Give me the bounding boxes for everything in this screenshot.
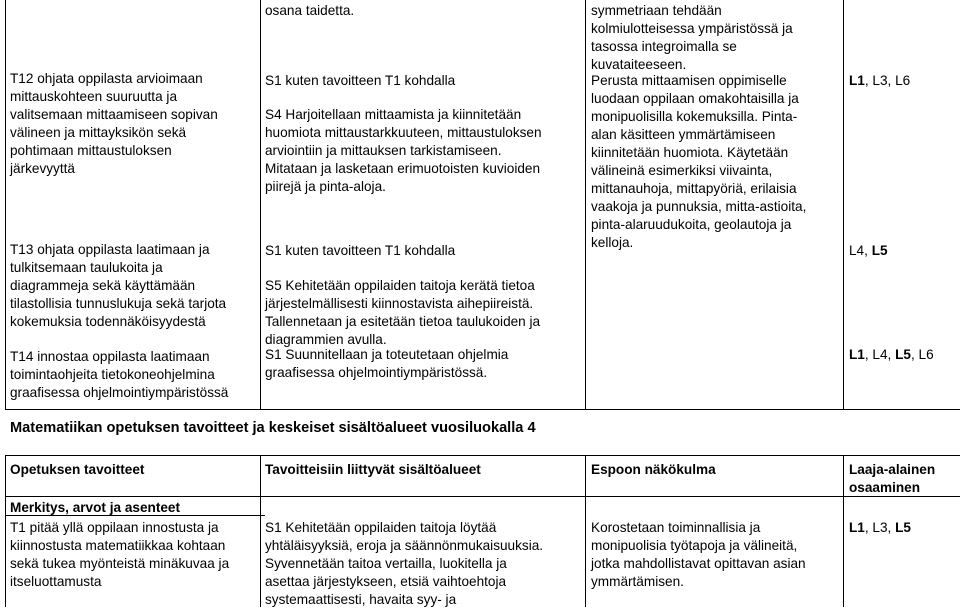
table-divider-2 xyxy=(585,0,586,410)
content-s4: S4 Harjoitellaan mittaamista ja kiinnitetään huomiota mittaustarkkuuteen, mittaustuloksen arviointiin ja mittauksen tarkistamiseen. Mitataan ja lasketaan erimuotoisten kuvioiden piirejä ja pinta-aloja. xyxy=(265,107,542,194)
header-espoo-perspective: Espoon näkökulma xyxy=(591,462,716,477)
competence-t13: L4, L5 xyxy=(849,243,888,258)
header-content-areas: Tavoitteisiin liittyvät sisältöalueet xyxy=(265,462,481,477)
objective-t14: T14 innostaa oppilasta laatimaan toimintaohjeita tietokoneohjelmina graafisessa ohjelmointiympäristössä xyxy=(10,349,229,400)
competence-t12: L1, L3, L6 xyxy=(849,73,911,88)
table-divider-1 xyxy=(260,0,261,410)
objective-t12: T12 ohjata oppilasta arvioimaan mittauskohteen suuruutta ja valitsemaan mittaamiseen sopivan välineen ja mittayksikön sekä pohtimaan mittaustuloksen järkevyyttä xyxy=(10,71,218,176)
bottom-border-left xyxy=(5,455,6,607)
espoo-measurement: Perusta mittaamisen oppimiselle luodaan oppilaan omakohtaisilla ja monipuolisilla kokemuksilla. Pinta- alan käsitteen ymmärtämiseen kiinnitetään huomiota. Käytetään välineinä esimerkiksi viivainta, mittanauhoja, mittapyöriä, erilaisia vaakoja ja punnuksia, mitta-astioita, pinta-alaruudukoita, geolautoja ja kelloja. xyxy=(591,73,807,250)
section-title-values: Merkitys, arvot ja asenteet xyxy=(10,500,181,515)
content-s1-programming: S1 Suunnitellaan ja toteutetaan ohjelmia graafisessa ohjelmointiympäristössä. xyxy=(265,347,509,380)
competence-t1: L1, L3, L5 xyxy=(849,520,911,535)
content-s1-reference-b: S1 kuten tavoitteen T1 kohdalla xyxy=(265,243,456,258)
table-border-bottom xyxy=(5,409,960,410)
content-s5: S5 Kehitetään oppilaiden taitoja kerätä tietoa järjestelmällisesti kiinnostavista aihepiireistä. Tallennetaan ja esitetään tietoa taulukoiden ja diagrammien avulla. xyxy=(265,278,541,347)
content-continuation: osana taidetta. xyxy=(265,3,355,18)
competence-t14: L1, L4, L5, L6 xyxy=(849,347,934,362)
section-heading: Matematiikan opetuksen tavoitteet ja keskeiset sisältöalueet vuosiluokalla 4 xyxy=(10,420,536,436)
table-divider-3 xyxy=(843,0,844,410)
bottom-header-divider xyxy=(5,496,960,497)
espoo-functional-methods: Korostetaan toiminnallisia ja monipuolisia työtapoja ja välineitä, jotka mahdollistavat opittavan asian ymmärtämisen. xyxy=(591,520,806,589)
header-transversal-competence: Laaja-alainen osaaminen xyxy=(849,462,936,495)
content-s1-reference-a: S1 kuten tavoitteen T1 kohdalla xyxy=(265,73,456,88)
bottom-divider-1 xyxy=(260,455,261,607)
header-objectives: Opetuksen tavoitteet xyxy=(10,462,145,477)
espoo-continuation: symmetriaan tehdään kolmiulotteisessa ympäristössä ja tasossa integroimalla se kuvataiteeseen. xyxy=(591,3,793,72)
content-s1-similarities: S1 Kehitetään oppilaiden taitoja löytää yhtäläisyyksiä, eroja ja säännönmukaisuuksia. Syvennetään taitoa vertailla, luokitella ja asettaa järjestykseen, etsiä vaihtoehtoja systemaattisesti, havaita syy- ja xyxy=(265,520,544,607)
table-border-left xyxy=(5,0,6,410)
objective-t13: T13 ohjata oppilasta laatimaan ja tulkitsemaan taulukoita ja diagrammeja sekä käyttämään tilastollisia tunnuslukuja sekä tarjota kokemuksia todennäköisyydestä xyxy=(10,242,227,329)
bottom-divider-2 xyxy=(585,455,586,607)
objective-t1: T1 pitää yllä oppilaan innostusta ja kiinnostusta matematiikkaa kohtaan sekä tukea myönteistä minäkuvaa ja itseluottamusta xyxy=(10,520,230,589)
bottom-table-top-border xyxy=(5,455,960,456)
bottom-divider-3 xyxy=(843,455,844,607)
